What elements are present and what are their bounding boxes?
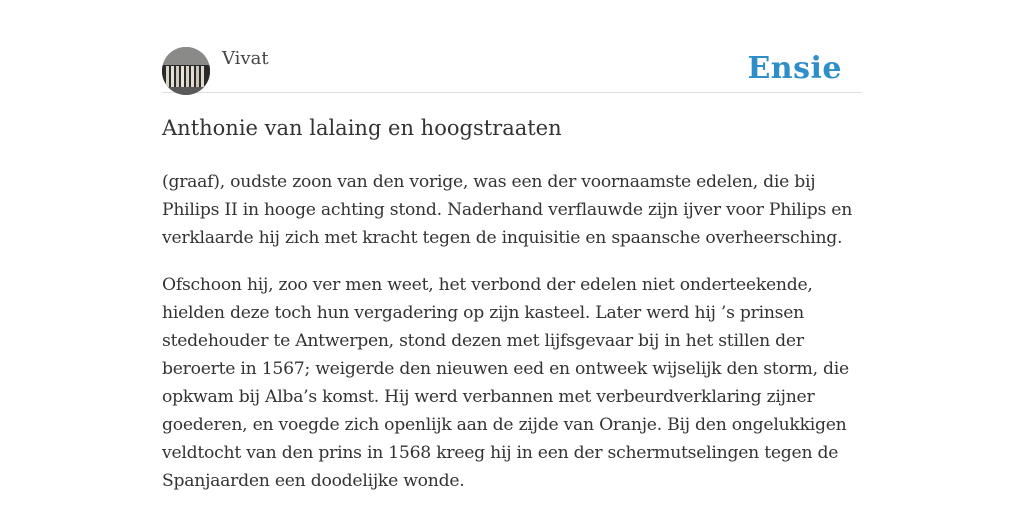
paragraph-line: hielden deze toch hun vergadering op zijn kasteel. Later werd hij ’s prinsen bbox=[162, 303, 804, 323]
paragraph-line: verklaarde hij zich met kracht tegen de inquisitie en spaansche overheersching. bbox=[162, 228, 843, 248]
paragraph-line: beroerte in 1567; weigerde den nieuwen eed en ontweek wijselijk den storm, die bbox=[162, 359, 849, 379]
paragraph-line: Spanjaarden een doodelijke wonde. bbox=[162, 471, 465, 491]
paragraph-line: veldtocht van den prins in 1568 kreeg hij in een der schermutselingen tegen de bbox=[162, 443, 839, 463]
paragraph-line: Philips II in hooge achting stond. Naderhand verflauwde zijn ijver voor Philips en bbox=[162, 200, 853, 220]
article-title: Anthonie van lalaing en hoogstraaten bbox=[162, 116, 562, 140]
paragraph-line: opkwam bij Alba’s komst. Hij werd verbannen met verbeurdverklaring zijner bbox=[162, 387, 815, 407]
paragraph-line: stedehouder te Antwerpen, stond dezen met lijfsgevaar bij in het stillen der bbox=[162, 331, 804, 351]
paragraph-line: goederen, en voegde zich openlijk aan de zijde van Oranje. Bij den ongelukkigen bbox=[162, 415, 847, 435]
book-spines-icon[interactable] bbox=[162, 47, 210, 95]
paragraph-line: (graaf), oudste zoon van den vorige, was een der voornaamste edelen, die bij bbox=[162, 172, 816, 192]
source-name[interactable]: Vivat bbox=[222, 48, 269, 69]
article-paragraph bbox=[162, 168, 872, 252]
article-paragraph bbox=[162, 271, 872, 495]
source-header bbox=[162, 46, 862, 93]
brand-logo[interactable]: Ensie bbox=[747, 51, 842, 86]
paragraph-line: Ofschoon hij, zoo ver men weet, het verbond der edelen niet onderteekende, bbox=[162, 275, 813, 295]
